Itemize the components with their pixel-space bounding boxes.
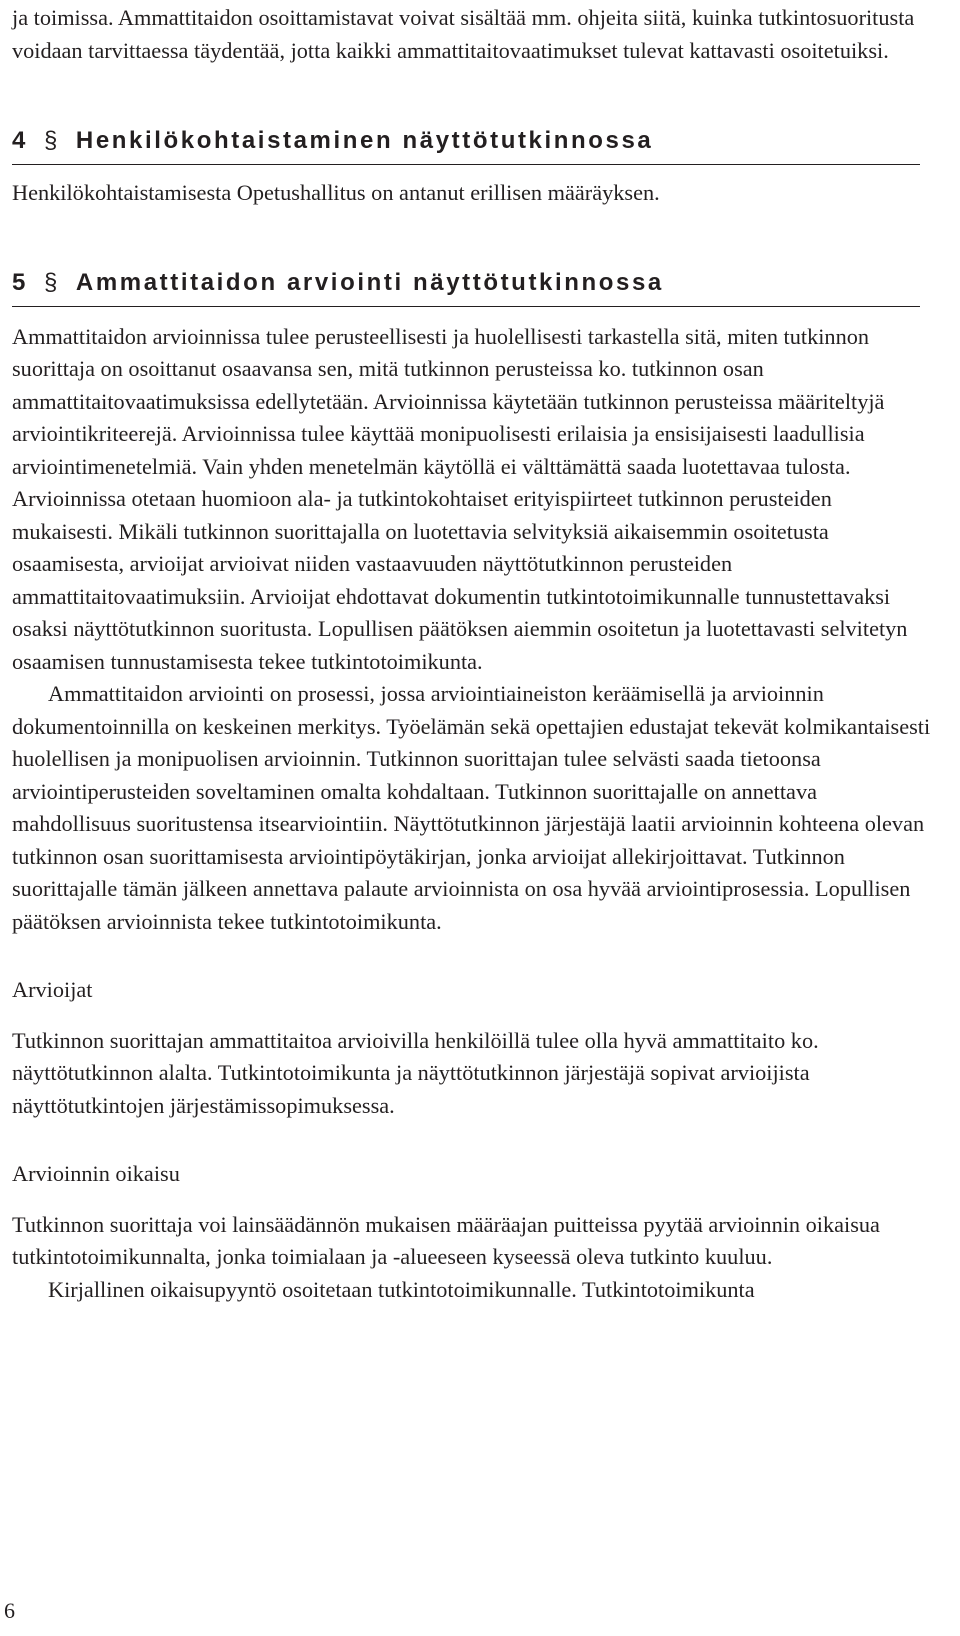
section-5-paragraph-1: Ammattitaidon arvioinnissa tulee perusteellisesti ja huolellisesti tarkastella sitä, miten tutkinnon suorittaja on osoittanut osaavansa sen, mitä tutkinnon perusteissa ko. tutkinnon osan ammattitaitovaatimuksissa edellytetään. Arvioinnissa käytetään tutkinnon perusteissa määriteltyjä arviointikriteerejä. Arvioinnissa tulee käyttää monipuolisesti erilaisia ja ensisijaisesti laadullisia arviointimenetelmiä. Vain yhden menetelmän käytöllä ei välttämättä saada luotettavaa tulosta. Arvioinnissa otetaan huomioon ala- ja tutkintokohtaiset erityispiirteet tutkinnon perusteiden mukaisesti. Mikäli tutkinnon suorittajalla on luotettavia selvityksiä aikaisemmin osoitetusta osaamisesta, arvioijat arvioivat niiden vastaavuuden näyttötutkinnon perusteiden ammattitaitovaatimuksiin. Arvioijat ehdottavat dokumentin tutkintotoimikunnalle tunnustettavaksi osaksi näyttötutkinnon suoritusta. Lopullisen päätöksen aiemmin osoitetun ja luotettavasti selvitetyn osaamisen tunnustamisesta tekee tutkintotoimikunta.	[12, 323, 908, 674]
intro-paragraph: ja toimissa. Ammattitaidon osoittamistavat voivat sisältää mm. ohjeita siitä, kuinka tutkintosuoritusta voidaan tarvittaessa täydentää, jotta kaikki ammattitaitovaatimukset tulevat kattavasti osoitetuiksi.	[12, 5, 915, 63]
section-symbol-icon: §	[43, 127, 60, 154]
section-4	[12, 126, 934, 210]
section-5-paragraph-2: Ammattitaidon arviointi on prosessi, jossa arviointiaineiston keräämisellä ja arvioinnin dokumentoinnilla on keskeinen merkitys. Työelämän sekä opettajien edustajat tekevät kolmikantaisesti huolellisen ja monipuolisen arvioinnin. Tutkinnon suorittajan tulee selvästi saada tietoonsa arviointiperusteiden soveltaminen omalta kohdaltaan. Tutkinnon suorittajalle on annettava mahdollisuus suoritustensa itsearviointiin. Näyttötutkinnon järjestäjä laatii arvioinnin kohteena olevan tutkinnon osan suorittamisesta arviointipöytäkirjan, jonka arvioijat allekirjoittavat. Tutkinnon suorittajalle tämän jälkeen annettava palaute arvioinnista on osa hyvää arviointiprosessia. Lopullisen päätöksen arvioinnista tekee tutkintotoimikunta.	[12, 681, 931, 934]
section-4-number: 4	[12, 127, 28, 154]
section-4-title: Henkilökohtaistaminen näyttötutkinnossa	[75, 127, 654, 154]
section-5-heading	[12, 268, 920, 307]
section-5-body	[12, 321, 934, 939]
document-page	[12, 0, 934, 1306]
oikaisu-subsection	[12, 1158, 934, 1306]
arvioijat-heading: Arvioijat	[12, 977, 93, 1002]
section-symbol-icon: §	[43, 268, 60, 296]
oikaisu-heading: Arvioinnin oikaisu	[12, 1161, 180, 1186]
arvioijat-text: Tutkinnon suorittajan ammattitaitoa arvioivilla henkilöillä tulee olla hyvä ammattitaito ko. näyttötutkinnon alalta. Tutkintotoimikunta ja näyttötutkinnon järjestäjä sopivat arvioijista näyttötutkintojen järjestämissopimuksessa.	[12, 1027, 819, 1118]
oikaisu-paragraph-2: Kirjallinen oikaisupyyntö osoitetaan tutkintotoimikunnalle. Tutkintotoimikunta	[48, 1276, 755, 1302]
section-5-title: Ammattitaidon arviointi näyttötutkinnossa	[75, 268, 664, 296]
section-5	[12, 268, 934, 939]
section-4-heading	[12, 126, 920, 165]
arvioijat-subsection	[12, 974, 934, 1122]
page-number: 6	[4, 1598, 15, 1623]
oikaisu-paragraph-1: Tutkinnon suorittaja voi lainsäädännön mukaisen määräajan puitteissa pyytää arvioinnin oikaisua tutkintotoimikunnalta, jonka toimialaan ja -alueeseen kyseessä oleva tutkinto kuuluu.	[12, 1211, 880, 1269]
section-5-number: 5	[12, 268, 28, 296]
section-4-text: Henkilökohtaistamisesta Opetushallitus on antanut erillisen määräyksen.	[12, 180, 660, 205]
